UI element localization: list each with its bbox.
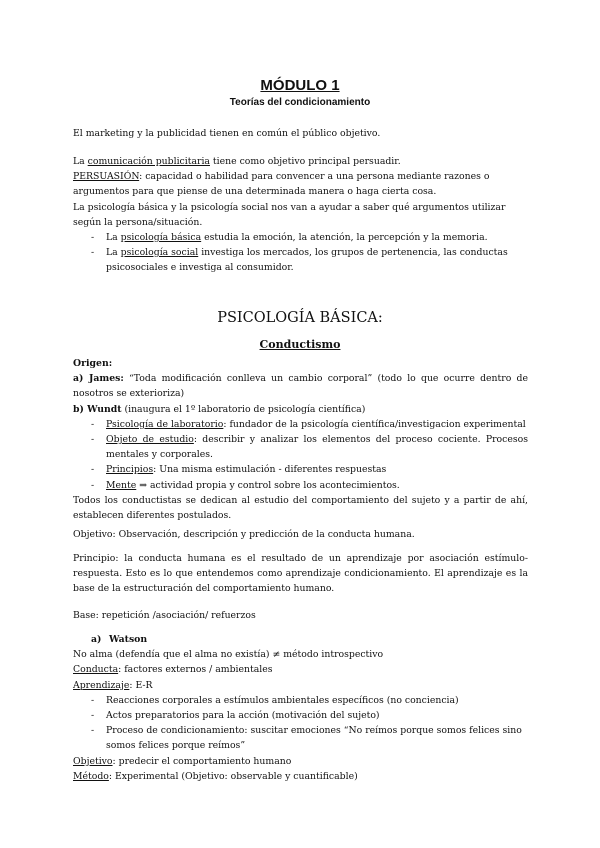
watson-aprendizaje: Aprendizaje: E-R	[73, 679, 153, 691]
intro-paragraph-4: La psicología básica y la psicología social nos van a ayudar a saber qué argumentos utilizar según la persona/situación.	[73, 201, 506, 228]
origin-james: a) James: “Toda modificación conlleva un cambio corporal” (todo lo que ocurre dentro de nosotros se exterioriza)	[73, 373, 529, 400]
watson-block	[73, 632, 528, 784]
watson-line-1: No alma (defendía que el alma no existía) ≠ método introspectivo	[73, 649, 384, 661]
watson-conducta: Conducta: factores externos / ambientales	[73, 664, 273, 676]
intro-block	[73, 154, 528, 276]
list-item: - Reacciones corporales a estímulos ambientales específicos (no conciencia)	[73, 693, 528, 708]
objective-paragraph: Objetivo: Observación, descripción y predicción de la conducta humana.	[73, 529, 415, 540]
watson-heading: a) Watson	[91, 634, 148, 645]
principle-paragraph: Principio: la conducta humana es el resultado de un aprendizaje por asociación estímulo-respuesta. Esto es lo que entendemos como aprendizaje condicionamiento. El aprendizaje es la base de la estructuración del comportamiento humano.	[73, 553, 528, 595]
page-title: MÓDULO 1	[260, 77, 340, 94]
intro-paragraph-2: La comunicación publicitaria tiene como objetivo principal persuadir.	[73, 156, 401, 167]
origin-block	[73, 356, 528, 523]
origin-closing: Todos los conductistas se dedican al estudio del comportamiento del sujeto y a partir de ahí, establecen diferentes postulados.	[73, 494, 528, 522]
list-item: - Principios: Una misma estimulación - diferentes respuestas	[73, 462, 528, 477]
intro-list	[73, 230, 528, 276]
origin-label: Origen:	[73, 358, 113, 369]
list-item: - Psicología de laboratorio: fundador de la psicología científica/investigacion experimental	[73, 417, 528, 432]
intro-paragraph-3: PERSUASIÓN: capacidad o habilidad para convencer a una persona mediante razones o argumentos para que piense de una determinada manera o haga cierta cosa.	[73, 171, 490, 198]
watson-metodo: Método: Experimental (Objetivo: observable y cuantificable)	[73, 770, 358, 782]
list-item: - Proceso de condicionamiento: suscitar emociones “No reímos porque somos felices sino somos felices porque reímos”	[73, 723, 528, 753]
term-persuasion: PERSUASIÓN	[73, 171, 140, 183]
term-comunicacion-publicitaria: comunicación publicitaria	[87, 156, 210, 167]
page-subtitle: Teorías del condicionamiento	[229, 97, 371, 108]
watson-list	[73, 693, 528, 754]
list-item: - Actos preparatorios para la acción (motivación del sujeto)	[73, 708, 528, 723]
origin-wundt: b) Wundt (inaugura el 1º laboratorio de psicología científica)	[73, 403, 366, 415]
list-item: - Objeto de estudio: describir y analizar los elementos del proceso cociente. Procesos mentales y corporales.	[73, 432, 528, 462]
watson-objetivo: Objetivo: predecir el comportamiento humano	[73, 755, 292, 767]
section-subheading: Conductismo	[259, 338, 341, 351]
list-item: - La psicología básica estudia la emoción, la atención, la percepción y la memoria.	[73, 230, 528, 245]
base-paragraph: Base: repetición /asociación/ refuerzos	[73, 610, 256, 621]
section-heading: PSICOLOGÍA BÁSICA:	[217, 310, 383, 326]
list-item: - Mente ⇒ actividad propia y control sobre los acontecimientos.	[73, 478, 528, 493]
wundt-list	[73, 417, 528, 493]
intro-paragraph-1: El marketing y la publicidad tienen en común el público objetivo.	[73, 128, 381, 139]
list-item: - La psicología social investiga los mercados, los grupos de pertenencia, las conductas psicosociales e investiga al consumidor.	[73, 245, 528, 275]
